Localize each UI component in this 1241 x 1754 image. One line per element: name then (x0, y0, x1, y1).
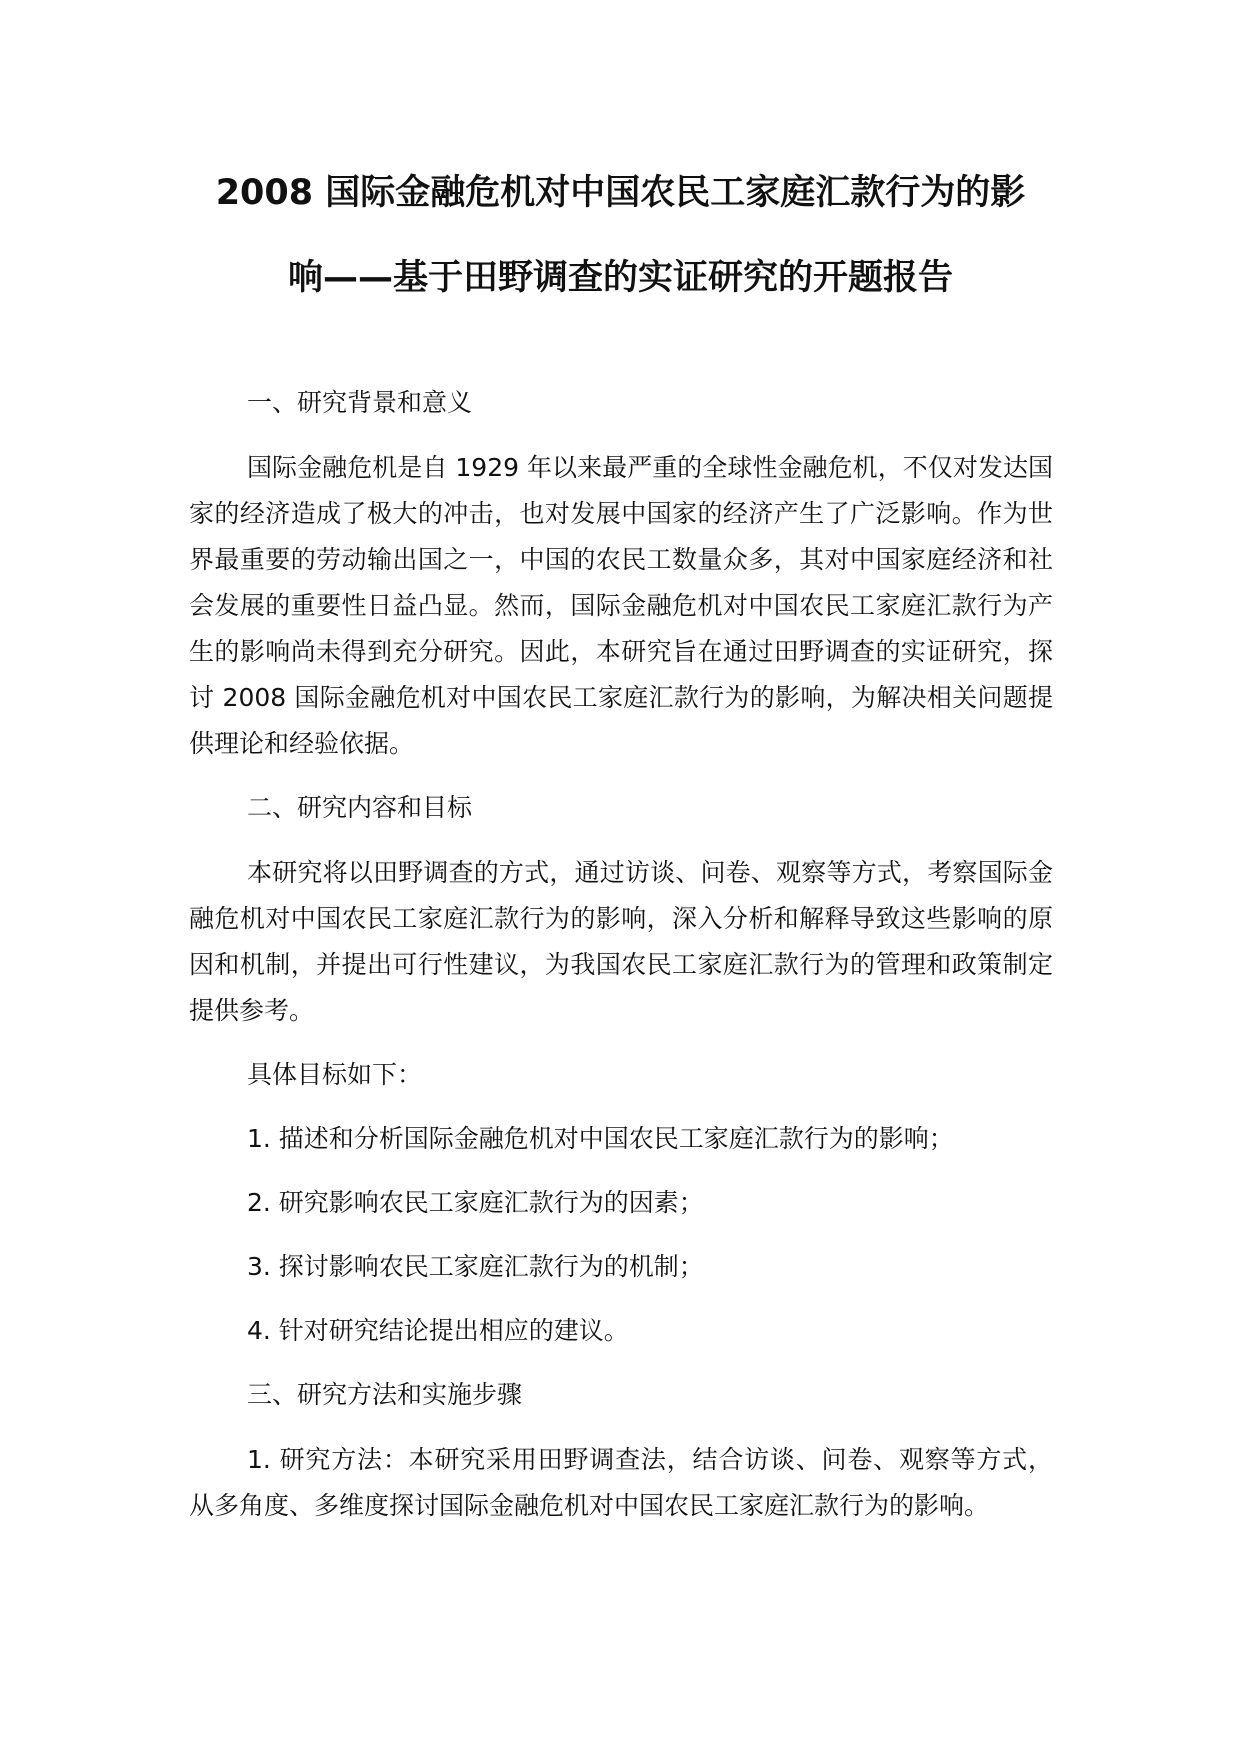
title-line-1: 2008 国际金融危机对中国农民工家庭汇款行为的影 (215, 173, 1026, 213)
title-line-2: 响——基于田野调查的实证研究的开题报告 (287, 258, 953, 298)
goal-item-3: 3. 探讨影响农民工家庭汇款行为的机制； (247, 1252, 704, 1281)
document-body (189, 380, 1053, 1547)
section-3-heading: 三、研究方法和实施步骤 (247, 1380, 523, 1409)
goal-item-1: 1. 描述和分析国际金融危机对中国农民工家庭汇款行为的影响； (247, 1124, 954, 1153)
document-title (150, 175, 1091, 296)
goal-item-2: 2. 研究影响农民工家庭汇款行为的因素； (247, 1188, 704, 1217)
section-1-paragraph: 国际金融危机是自 1929 年以来最严重的全球性金融危机，不仅对发达国家的经济造成了极大的冲击，也对发展中国家的经济产生了广泛影响。作为世界最重要的劳动输出国之一，中国的农民工数量众多，其对中国家庭经济和社会发展的重要性日益凸显。然而，国际金融危机对中国农民工家庭汇款行为产生的影响尚未得到充分研究。因此，本研究旨在通过田野调查的实证研究，探讨 2008 国际金融危机对中国农民工家庭汇款行为的影响，为解决相关问题提供理论和经验依据。 (189, 453, 1053, 758)
section-1-heading: 一、研究背景和意义 (247, 388, 473, 417)
section-2-heading: 二、研究内容和目标 (247, 793, 473, 822)
goals-intro: 具体目标如下： (247, 1060, 423, 1089)
section-3-paragraph: 1. 研究方法：本研究采用田野调查法，结合访谈、问卷、观察等方式，从多角度、多维度探讨国际金融危机对中国农民工家庭汇款行为的影响。 (189, 1445, 1053, 1520)
section-2-paragraph: 本研究将以田野调查的方式，通过访谈、问卷、观察等方式，考察国际金融危机对中国农民工家庭汇款行为的影响，深入分析和解释导致这些影响的原因和机制，并提出可行性建议，为我国农民工家庭汇款行为的管理和政策制定提供参考。 (189, 858, 1053, 1025)
goal-item-4: 4. 针对研究结论提出相应的建议。 (247, 1316, 629, 1345)
